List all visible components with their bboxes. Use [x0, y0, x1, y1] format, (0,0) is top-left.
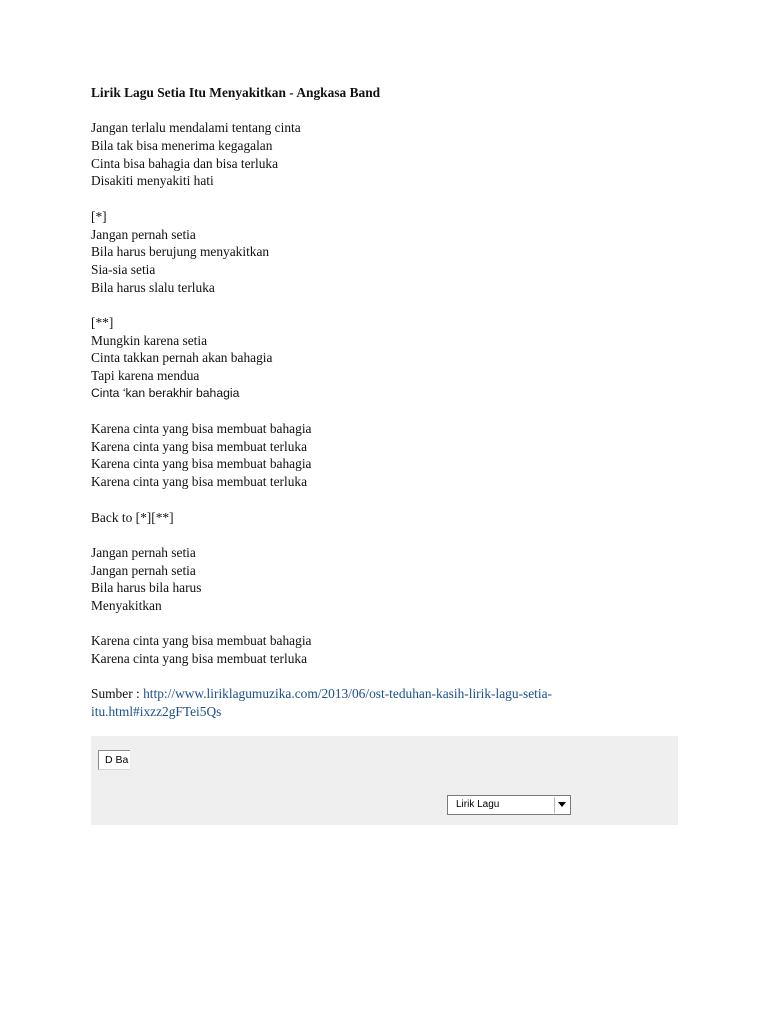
- embedded-widget-panel: [91, 736, 678, 825]
- stanza-2: [91, 208, 691, 296]
- lyric-line: Bila harus berujung menyakitkan: [91, 244, 270, 260]
- stanza-5: [91, 509, 691, 527]
- stanza-7: [91, 632, 691, 667]
- source-line: [91, 685, 691, 703]
- lyric-line: Karena cinta yang bisa membuat bahagia: [91, 456, 312, 472]
- lyric-line: Back to [*][**]: [91, 509, 174, 525]
- lyric-line: Menyakitkan: [91, 597, 162, 613]
- lyric-line: Bila harus bila harus: [91, 580, 202, 596]
- source-link[interactable]: http://www.liriklagumuzika.com/2013/06/ost-teduhan-kasih-lirik-lagu-setia-: [143, 686, 553, 702]
- source-credit: [91, 685, 691, 720]
- lyric-line: Mungkin karena setia: [91, 332, 208, 348]
- lyric-line: Cinta ‘kan berakhir bahagia: [91, 385, 240, 400]
- lyric-line: Sia-sia setia: [91, 261, 156, 277]
- lyric-line: Tapi karena mendua: [91, 368, 200, 383]
- lyric-line: Disakiti menyakiti hati: [91, 173, 214, 189]
- source-line-2: [91, 703, 691, 721]
- lyric-line: Karena cinta yang bisa membuat terluka: [91, 438, 308, 454]
- lyric-line: Jangan pernah setia: [91, 544, 196, 560]
- stanza-3: [91, 314, 691, 402]
- chevron-down-icon[interactable]: [554, 797, 569, 813]
- lyric-line: [*]: [91, 208, 107, 224]
- select-value: Lirik Lagu: [456, 799, 500, 810]
- text-input[interactable]: D Ba: [98, 750, 130, 770]
- lyric-line: Karena cinta yang bisa membuat bahagia: [91, 633, 312, 649]
- source-link-continued[interactable]: itu.html#ixzz2gFTei5Qs: [91, 704, 222, 720]
- lyric-line: Jangan terlalu mendalami tentang cinta: [91, 120, 301, 136]
- lyric-line: Bila tak bisa menerima kegagalan: [91, 138, 273, 154]
- source-label: Sumber :: [91, 686, 144, 702]
- song-title: Lirik Lagu Setia Itu Menyakitkan - Angkasa Band: [91, 85, 381, 100]
- lyric-line: Karena cinta yang bisa membuat bahagia: [91, 421, 312, 437]
- stanza-6: [91, 544, 691, 615]
- lyric-line: Karena cinta yang bisa membuat terluka: [91, 474, 308, 490]
- lyric-line: Jangan pernah setia: [91, 562, 196, 578]
- stanza-4: [91, 420, 691, 491]
- lyric-line: Cinta takkan pernah akan bahagia: [91, 350, 273, 366]
- category-select[interactable]: [447, 795, 571, 815]
- lyric-line: Bila harus slalu terluka: [91, 279, 215, 295]
- lyric-line: Karena cinta yang bisa membuat terluka: [91, 651, 308, 666]
- lyric-line: Cinta bisa bahagia dan bisa terluka: [91, 155, 279, 171]
- lyrics-document: [91, 84, 691, 721]
- lyric-line: Jangan pernah setia: [91, 226, 196, 242]
- stanza-1: [91, 119, 691, 190]
- lyric-line: [**]: [91, 314, 114, 330]
